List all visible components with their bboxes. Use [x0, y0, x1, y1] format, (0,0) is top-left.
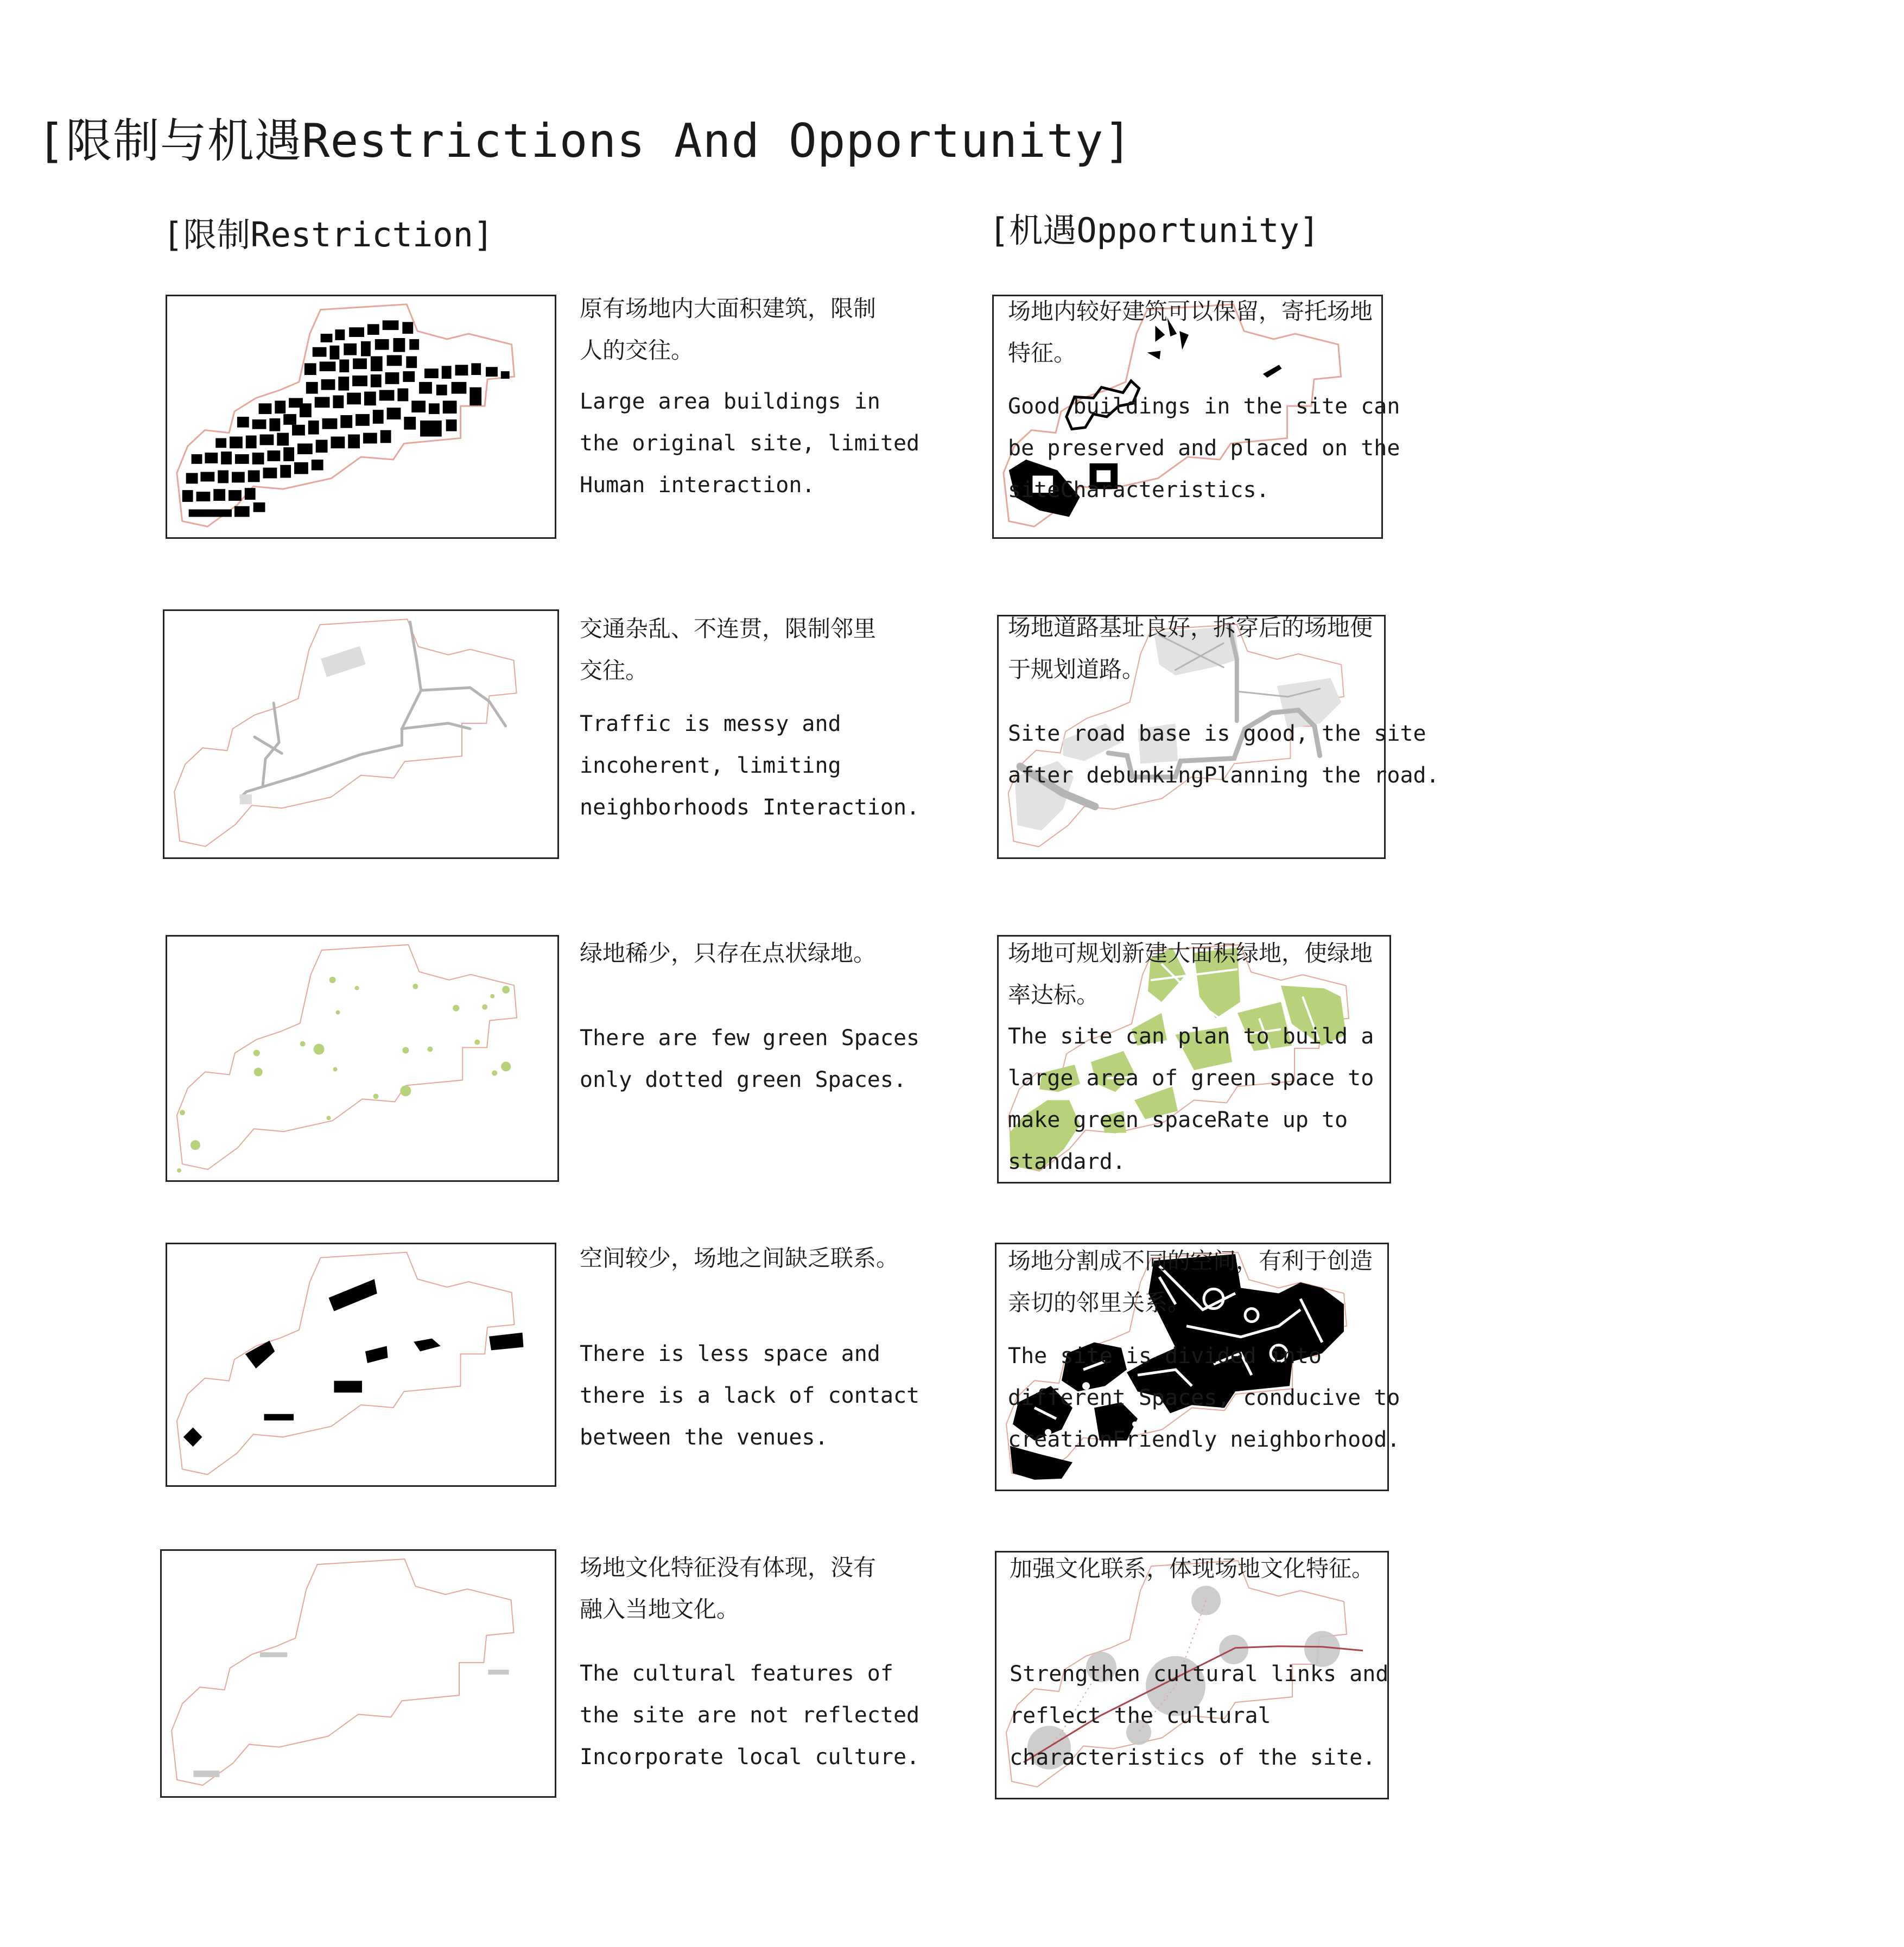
restriction-1-cn-line: 人的交往。: [580, 337, 694, 364]
restriction-2-en: [580, 703, 919, 829]
opportunity-2-cn-line: 场地道路基址良好，拆穿后的场地便: [1008, 614, 1373, 641]
restriction-spaces-map: [167, 1244, 555, 1485]
opportunity-3-en-line: The site can plan to build a: [1008, 1024, 1374, 1049]
restriction-text-5: [580, 1547, 919, 1778]
restriction-text-1: [580, 288, 919, 506]
opportunity-heading: [机遇Opportunity]: [989, 211, 1320, 250]
opportunity-5-cn-line: 加强文化联系，体现场地文化特征。: [1010, 1555, 1375, 1582]
opportunity-4-en-line: The site is divided into: [1008, 1344, 1322, 1369]
restriction-text-3: [580, 932, 919, 1101]
opportunity-5-en-line: Strengthen cultural links and: [1010, 1662, 1389, 1687]
restriction-4-cn-line: 空间较少，场地之间缺乏联系。: [580, 1245, 899, 1271]
restriction-1-en-line: Large area buildings in: [580, 389, 880, 414]
restriction-text-2: [580, 608, 919, 829]
restriction-heading: [限制Restriction]: [163, 215, 494, 254]
restriction-1-en-line: Human interaction.: [580, 473, 815, 498]
restriction-5-cn: [580, 1547, 919, 1630]
opportunity-4-en-line: different Spaces, conducive to: [1008, 1385, 1400, 1410]
opportunity-3-cn-line: 率达标。: [1008, 982, 1100, 1008]
opportunity-text-2: [1008, 607, 1439, 797]
restriction-2-cn-line: 交通杂乱、不连贯，限制邻里: [580, 615, 877, 642]
opportunity-text-1: [1008, 290, 1400, 511]
opportunity-1-en-line: siteCharacteristics.: [1008, 478, 1270, 502]
restriction-green-map: [167, 937, 557, 1180]
restriction-traffic-map: [164, 611, 557, 857]
restriction-5-en-line: Incorporate local culture.: [580, 1745, 920, 1770]
restriction-4-en-line: between the venues.: [580, 1425, 828, 1450]
restriction-1-cn: [580, 288, 919, 371]
opportunity-text-5: [1010, 1548, 1388, 1779]
restriction-5-cn-line: 场地文化特征没有体现，没有: [580, 1554, 877, 1581]
restriction-3-cn-line: 绿地稀少，只存在点状绿地。: [580, 940, 877, 966]
restriction-5-cn-line: 融入当地文化。: [580, 1596, 740, 1622]
opportunity-3-cn: [1008, 932, 1374, 1016]
opportunity-4-cn: [1008, 1240, 1400, 1324]
opportunity-4-cn-line: 亲切的邻里关系。: [1008, 1289, 1191, 1316]
opportunity-1-en-line: Good buildings in the site can: [1008, 394, 1400, 419]
restriction-3-en-line: only dotted green Spaces.: [580, 1067, 907, 1092]
restriction-1-cn-line: 原有场地内大面积建筑，限制: [580, 295, 877, 322]
restriction-2-en-line: neighborhoods Interaction.: [580, 795, 920, 820]
opportunity-2-en-line: Site road base is good, the site: [1008, 721, 1426, 746]
restriction-panel-traffic: [163, 609, 559, 859]
restriction-2-en-line: incoherent, limiting: [580, 753, 841, 778]
opportunity-1-cn: [1008, 290, 1400, 374]
opportunity-1-cn-line: 场地内较好建筑可以保留，寄托场地: [1008, 298, 1373, 324]
opportunity-5-cn: [1010, 1548, 1388, 1589]
opportunity-1-cn-line: 特征。: [1008, 340, 1077, 366]
restriction-panel-spaces: [166, 1243, 556, 1487]
opportunity-3-en-line: make green spaceRate up to: [1008, 1108, 1348, 1132]
restriction-5-en-line: The cultural features of: [580, 1661, 893, 1686]
restriction-panel-buildings: [166, 295, 556, 539]
page-title: [限制与机遇Restrictions And Opportunity]: [37, 114, 1133, 168]
opportunity-text-3: [1008, 932, 1374, 1183]
restriction-2-cn-line: 交往。: [580, 657, 649, 684]
restriction-3-en-line: There are few green Spaces: [580, 1026, 920, 1051]
opportunity-2-en: [1008, 713, 1439, 797]
opportunity-2-en-line: after debunkingPlanning the road.: [1008, 763, 1439, 788]
opportunity-4-cn-line: 场地分割成不同的空间，有利于创造: [1008, 1248, 1373, 1274]
restriction-text-4: [580, 1237, 919, 1459]
restriction-2-cn: [580, 608, 919, 691]
opportunity-5-en-line: characteristics of the site.: [1010, 1745, 1376, 1770]
opportunity-5-en-line: reflect the cultural: [1010, 1703, 1271, 1728]
restriction-panel-green: [166, 935, 559, 1182]
restriction-panel-culture: [160, 1549, 556, 1798]
opportunity-3-cn-line: 场地可规划新建大面积绿地，使绿地: [1008, 940, 1373, 966]
restriction-4-en-line: There is less space and: [580, 1341, 880, 1366]
opportunity-4-en-line: creationFriendly neighborhood.: [1008, 1427, 1400, 1452]
restriction-1-en-line: the original site, limited: [580, 431, 920, 456]
restriction-4-en-line: there is a lack of contact: [580, 1383, 920, 1408]
opportunity-2-cn: [1008, 607, 1439, 690]
opportunity-3-en-line: large area of green space to: [1008, 1066, 1374, 1091]
opportunity-2-cn-line: 于规划道路。: [1008, 656, 1145, 683]
restriction-3-en: [580, 1017, 919, 1101]
opportunity-3-en: [1008, 1016, 1374, 1183]
restriction-buildings-map: [167, 296, 555, 537]
restriction-5-en: [580, 1653, 919, 1778]
opportunity-5-en: [1010, 1653, 1388, 1779]
restriction-5-en-line: the site are not reflected: [580, 1703, 920, 1728]
restriction-4-cn: [580, 1237, 919, 1279]
restriction-3-cn: [580, 932, 919, 974]
restriction-2-en-line: Traffic is messy and: [580, 711, 841, 736]
opportunity-1-en: [1008, 386, 1400, 511]
opportunity-3-en-line: standard.: [1008, 1149, 1126, 1174]
restriction-1-en: [580, 381, 919, 506]
restriction-culture-map: [162, 1551, 555, 1796]
opportunity-1-en-line: be preserved and placed on the: [1008, 436, 1400, 461]
restriction-4-en: [580, 1333, 919, 1459]
opportunity-text-4: [1008, 1240, 1400, 1461]
opportunity-4-en: [1008, 1335, 1400, 1461]
